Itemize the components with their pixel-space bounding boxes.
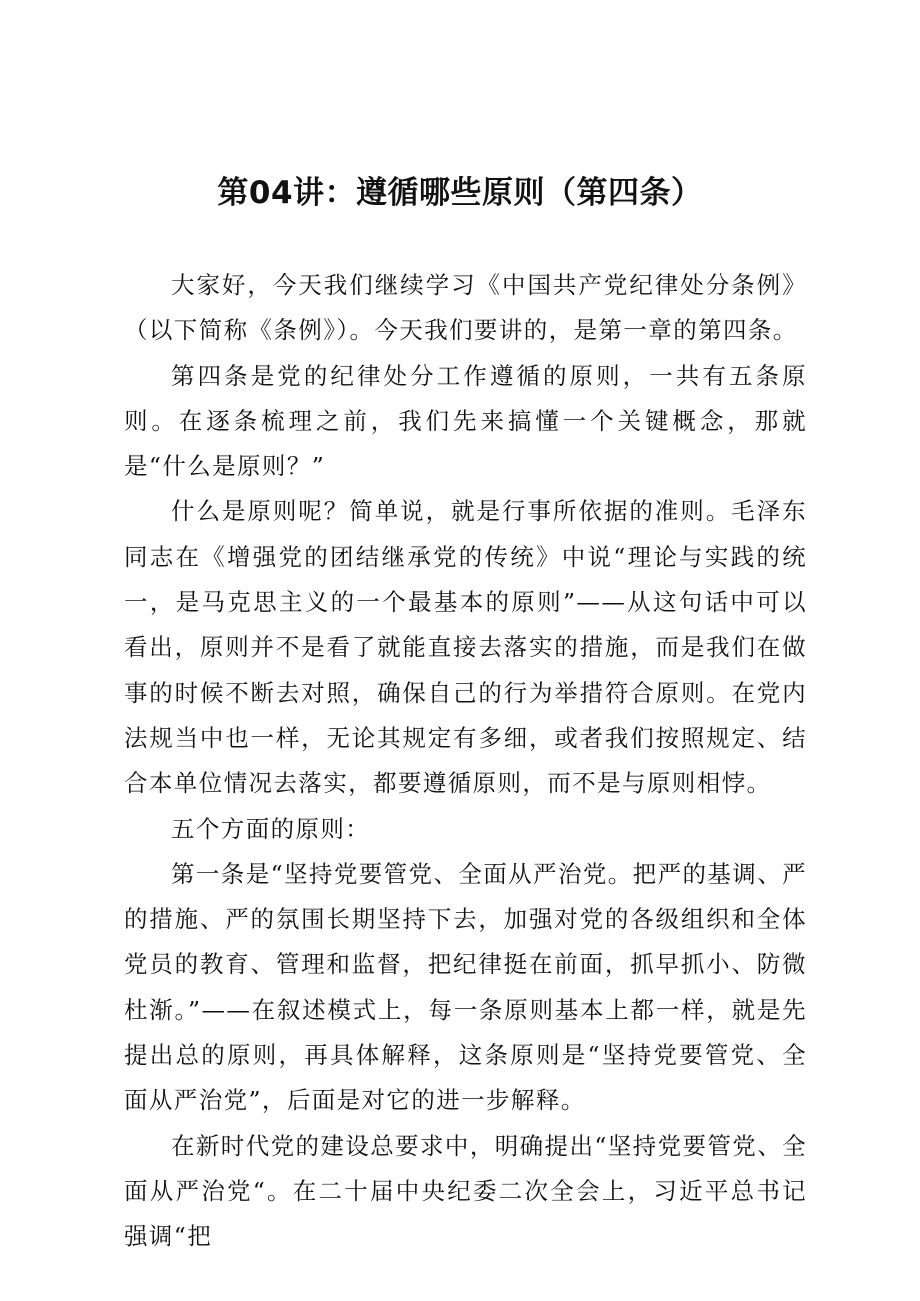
paragraph-first-principle: 第一条是“坚持党要管党、全面从严治党。把严的基调、严的措施、严的氛围长期坚持下去，加强对党的各级组织和全体党员的教育、管理和监督，把纪律挺在前面，抓早抓小、防微杜渐。”——在叙述模式上，每一条原则基本上都一样，就是先提出总的原则，再具体解释，这条原则是“坚持党要管党、全面从严治党”，后面是对它的进一步解释。 <box>124 859 807 1115</box>
page-title: 第04讲：遵循哪些原则（第四条） <box>217 175 703 211</box>
paragraph-article-four: 第四条是党的纪律处分工作遵循的原则，一共有五条原则。在逐条梳理之前，我们先来搞懂一个关键概念，那就是“什么是原则？” <box>124 361 807 481</box>
paragraph-new-era: 在新时代党的建设总要求中，明确提出“坚持党要管党、全面从严治党“。在二十届中央纪委二次全会上，习近平总书记强调“把 <box>124 1131 807 1251</box>
document-body <box>124 263 807 1260</box>
paragraph-five-principles-heading: 五个方面的原则： <box>171 814 371 843</box>
paragraph-intro: 大家好，今天我们继续学习《中国共产党纪律处分条例》（以下简称《条例》）。今天我们要讲的，是第一章的第四条。 <box>124 271 807 345</box>
paragraph-what-is-principle: 什么是原则呢？简单说，就是行事所依据的准则。毛泽东同志在《增强党的团结继承党的传统》中说“理论与实践的统一，是马克思主义的一个最基本的原则”——从这句话中可以看出，原则并不是看了就能直接去落实的措施，而是我们在做事的时候不断去对照，确保自己的行为举措符合原则。在党内法规当中也一样，无论其规定有多细，或者我们按照规定、结合本单位情况去落实，都要遵循原则，而不是与原则相悖。 <box>124 497 807 798</box>
